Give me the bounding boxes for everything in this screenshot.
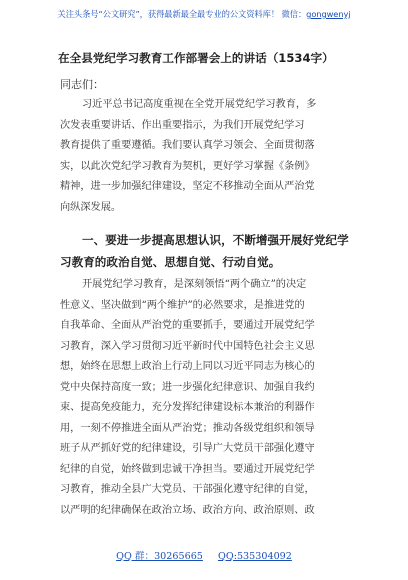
body-line: 班子从严抓好党的纪律建设，引导广大党员干部强化遵守 [60,443,315,454]
footer-contacts [0,548,408,562]
body-line: 束、提高免疫能力，充分发挥纪律建设标本兼治的利器作 [60,402,315,413]
body-line: 性意义、坚决做到“两个维护”的必然要求，是推进党的 [60,299,305,311]
intro-line: 向纵深发展。 [60,201,122,213]
section-heading-line: 习教育的政治自觉、思想自觉、行动自觉。 [60,255,281,269]
section-heading-line: 一、要进一步提高思想认识，不断增强开展好党纪学 [82,233,349,247]
banner-text: 关注头条号“公文研究”，获得最新最全最专业的公文资料库！ 微信： [57,9,307,19]
wechat-id[interactable]: gongwenyj [306,9,351,19]
body-line: 开展党纪学习教育，是深刻领悟“两个确立”的决定 [82,279,307,290]
section-heading-1 [60,229,355,273]
intro-line: 习近平总书记高度重视在全党开展党纪学习教育，多 [82,99,317,110]
greeting: 同志们： [60,78,104,91]
body-line: 想，始终在思想上政治上行动上同以习近平同志为核心的 [60,361,315,372]
intro-line: 教育提供了重要遵循。我们要认真学习领会、全面贯彻落 [60,140,315,151]
document-title: 在全县党纪学习教育工作部署会上的讲话（1534字） [58,51,334,65]
qq-group-link[interactable]: QQ 群：30265665 [116,551,203,562]
body-line: 习教育，推动全县广大党员、干部强化遵守纪律的自觉， [60,484,315,495]
intro-line: 精神，进一步加强纪律建设，坚定不移推动全面从严治党 [60,181,315,192]
body-line: 习教育，深入学习贯彻习近平新时代中国特色社会主义思 [60,340,315,352]
qq-link[interactable]: QQ:535304092 [217,551,292,562]
body-line: 用，一刻不停推进全面从严治党；推动各级党组织和领导 [60,422,315,434]
body-line: 自我革命、全面从严治党的重要抓手，要通过开展党纪学 [60,320,315,331]
header-banner [0,8,408,20]
body-line: 以严明的纪律确保在政治立场、政治方向、政治原则、政 [60,504,315,516]
body-line: 党中央保持高度一致；进一步强化纪律意识、加强自我约 [60,381,315,393]
intro-paragraph [60,95,350,218]
body-line: 纪律的自觉，始终做到忠诚干净担当。要通过开展党纪学 [60,463,315,475]
intro-line: 实，以此次党纪学习教育为契机，更好学习掌握《条例》 [60,160,315,172]
intro-line: 次发表重要讲话、作出重要指示，为我们开展党纪学习 [60,119,305,131]
body-paragraph [60,275,350,521]
